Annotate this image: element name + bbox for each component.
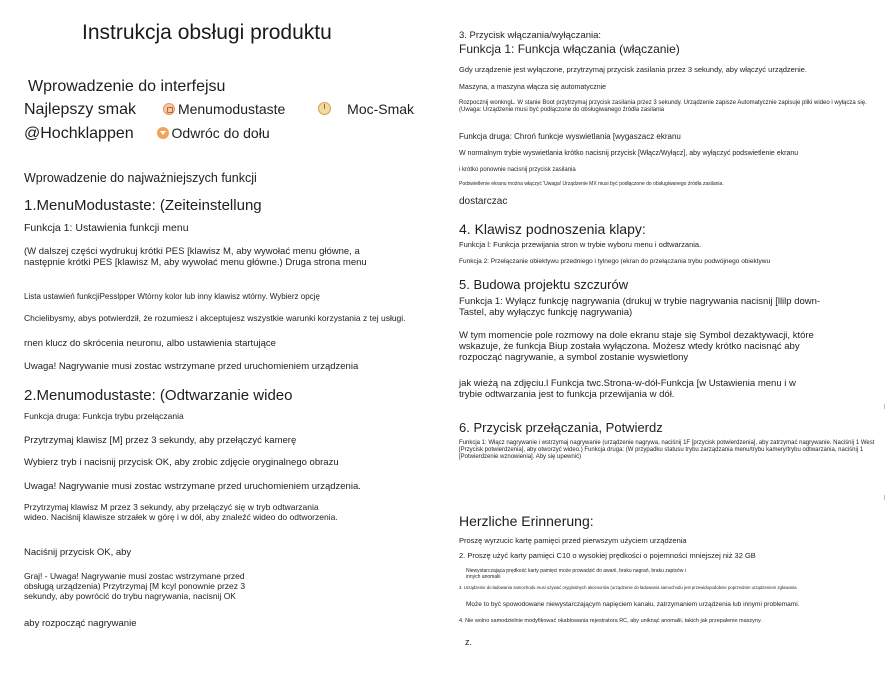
- section-5-paragraph-1: Funkcja 1: Wyłącz funkcję nagrywania (drukuj w trybie nagrywania nacisnij [llilp down-Tastel, aby wyłączyc funkcję nagrywania): [459, 296, 821, 318]
- section-2-heading: 2.Menumodustaste: (Odtwarzanie wideo: [24, 387, 293, 404]
- section-4-heading: 4. Klawisz podnoszenia klapy:: [459, 221, 646, 237]
- section-2-paragraph-6: Graj! - Uwaga! Nagrywanie musi zostac wstrzymane przed obsługą urządzenia) Przytrzymaj [M kcyl ponownie przez 3 sekundy, aby powrócić do trybu nagrywania, nacisnij OK: [24, 571, 246, 601]
- power-icon: [318, 102, 331, 115]
- section-2-warning: Uwaga! Nagrywanie musi zostac wstrzymane przed uruchomieniem urządzenia.: [24, 481, 361, 492]
- reminder-paragraph-3: Niewystarczająca prędkość karty pamięci może prowadzić do awarii, braku nagrań, braku zapisów i innych anomalii: [466, 568, 686, 580]
- reminder-paragraph-1: Proszę wyrzucic kartę pamięci przed pierwszym użyciem urządzenia: [459, 536, 687, 545]
- section-3-subheading: Funkcja 1: Funkcja włączania (włączanie): [459, 42, 680, 56]
- section-3-paragraph-2: Maszyna, a maszyna włącza się automatycznie: [459, 84, 607, 91]
- functions-intro: Wprowadzenie do najważniejszych funkcji: [24, 171, 257, 185]
- section-2-paragraph-5: Naciśnij przycisk OK, aby: [24, 547, 132, 558]
- section-3-paragraph-7: Podswietlenie ekranu można włączyć 'Uwaga! Urządzenie MX musi być podłączone do obsługiwanego źródła zasilania.: [459, 181, 724, 187]
- section-5-heading: 5. Budowa projektu szczurów: [459, 277, 629, 292]
- menu-mode-label: Menumodustaste: [177, 101, 286, 117]
- section-5-paragraph-2: W tym momencie pole rozmowy na dole ekranu staje się Symbol dezaktywacji, które wskazuje, że funkcja Biup została wyłączona. Możesz wtedy krótko nacisnąć aby rozpocząć nagrywanie, a symbol zostanie wyswietlony: [459, 330, 814, 363]
- section-4-paragraph-1: Funkcja l: Funkcja przewijania stron w trybie wyboru menu i odtwarzania.: [459, 240, 702, 249]
- flip-down-label: Odwróc do dołu: [171, 125, 270, 141]
- flip-up-label: @Hochklappen: [24, 125, 134, 142]
- interface-row-2: [24, 125, 270, 143]
- section-2-paragraph-2: Wybierz tryb i nacisnij przycisk OK, aby zrobic zdjęcie oryginalnego obrazu: [24, 457, 339, 468]
- section-6-heading: 6. Przycisk przełączania, Potwierdz: [459, 420, 663, 435]
- section-1-paragraph-4: rnen klucz do skrócenia neuronu, albo ustawienia startujące: [24, 338, 276, 349]
- section-3-paragraph-5: W normalnym trybie wyswietlania krótko nacisnij przycisk [Włącz/Wyłącz], aby wyłączyć podswietlenie ekranu: [459, 150, 799, 157]
- section-2-paragraph-7: aby rozpocząć nagrywanie: [24, 618, 137, 629]
- section-3-heading: 3. Przycisk włączania/wyłączania:: [459, 30, 602, 41]
- power-taste-label: Moc-Smak: [347, 101, 415, 117]
- section-3-paragraph-4: Funkcja druga: Chroń funkcje wyswietlania [wygaszacz ekranu: [459, 132, 681, 141]
- section-3-paragraph-1: Gdy urządzenie jest wyłączone, przytrzymaj przycisk zasilania przez 3 sekundy, aby włączyć urządzenie.: [459, 65, 807, 74]
- section-2-paragraph-4: Przytrzymaj klawisz M przez 3 sekundy, aby przełączyć się w tryb odtwarzania wideo. Naciśnij klawisze strzałek w górę i w dół, aby znaleźć wideo do odtworzenia.: [24, 502, 338, 522]
- reminder-paragraph-6: 4. Nie wolno samodzielnie modyfikować okablowania rejestratora RC, aby uniknąć anomalii, takich jak przepalenie maszyny.: [459, 618, 762, 624]
- section-2-subheading: Funkcja druga: Funkcja trybu przełączania: [24, 411, 184, 421]
- section-4-paragraph-2: Funkcja 2: Przełączanie obiektywu przedniego i tylnego (ekran do przełączania trybu podwójnego obiektywu: [459, 258, 771, 265]
- margin-mark: [884, 404, 885, 409]
- section-3-paragraph-6: i krótko ponownie nacisnij przycisk zasilania: [459, 167, 576, 173]
- interface-row-1: [24, 101, 424, 119]
- section-3-paragraph-3: Rozpocznij wonkngL. W stanie Boot przytrzymaj przycisk zasilania przez 3 sekundy. Urządzenie zapisze Automatycznie zapisuje pliki wideo i wyłącza się. (Uwaga: Urządzenie musi być podłączone do obsługiwanego źródła zasilania: [459, 100, 867, 113]
- section-3-paragraph-8: dostarczac: [459, 196, 508, 207]
- interface-heading: Wprowadzenie do interfejsu: [28, 78, 226, 95]
- section-1-paragraph-2: Lista ustawień funkcjiPesslpper Wtórny kolor lub inny klawisz wtórny. Wybierz opcję: [24, 292, 320, 301]
- section-1-paragraph-3: Chcielibysmy, abys potwierdził, że rozumiesz i akceptujesz wszystkie warunki korzystania z tej usługi.: [24, 313, 406, 323]
- reminder-paragraph-4: 3. Urządzenie do ładowania samochodu musi używać oryginalnych akcesoriów (urządzenie do ładowania samochodu jest przewidopodobnie poprzednim urządzeniem zgłowania: [459, 585, 797, 590]
- margin-mark: [884, 495, 885, 500]
- best-taste-label: Najlepszy smak: [24, 101, 137, 118]
- reminder-paragraph-5: Może to być spowodowane niewystarczającym napięciem kanału, zatrzymaniem urządzenia lub innymi problemami.: [466, 601, 800, 608]
- section-1-heading: 1.MenuModustaste: (Zeiteinstellung: [24, 197, 262, 214]
- section-1-paragraph-1: (W dalszej części wydrukuj krótki PES [klawisz M, aby wywołać menu główne, a następnie krótki PES [klawisz M, aby wywołać menu główne.) Druga strona menu: [24, 246, 367, 268]
- section-2-paragraph-1: Przytrzymaj klawisz [M] przez 3 sekundy, aby przełączyć kamerę: [24, 435, 297, 446]
- page-title: Instrukcja obsługi produktu: [82, 21, 332, 44]
- section-1-subheading: Funkcja 1: Ustawienia funkcji menu: [24, 222, 189, 234]
- chevron-down-icon: [157, 127, 169, 139]
- section-6-paragraph-1: Funkcja 1: Włącz nagrywanie i wstrzymaj nagrywanie (urządzenie nagrywa, naciśnij 1F [przycisk potwierdzenia], aby zatrzymać nagrywanie. Naciśnij 1 West [Przycisk potwierdzenia], aby otworzyć wideo.) Funkcja druga: (W przypadku statusu trybu zarządzania menu/trybu kamery/trybu odtwarzania, naciśnij 1 [Potwierdzenie wznowienia]. Aby się upewnić): [459, 440, 875, 460]
- reminder-heading: Herzliche Erinnerung:: [459, 513, 594, 529]
- menu-mode-icon: [163, 103, 175, 115]
- section-1-warning: Uwaga! Nagrywanie musi zostac wstrzymane przed uruchomieniem urządzenia: [24, 361, 359, 372]
- reminder-paragraph-7: z.: [465, 637, 473, 647]
- reminder-paragraph-2: 2. Proszę użyć karty pamięci C10 o wysokiej prędkości o pojemności mniejszej niż 32 GB: [459, 551, 756, 560]
- section-5-paragraph-3: jak wieżą na zdjęciu.l Funkcja twc.Strona-w-dół-Funkcja [w Ustawienia menu i w trybie odtwarzania jest to funkcja przewijania w dół.: [459, 378, 796, 400]
